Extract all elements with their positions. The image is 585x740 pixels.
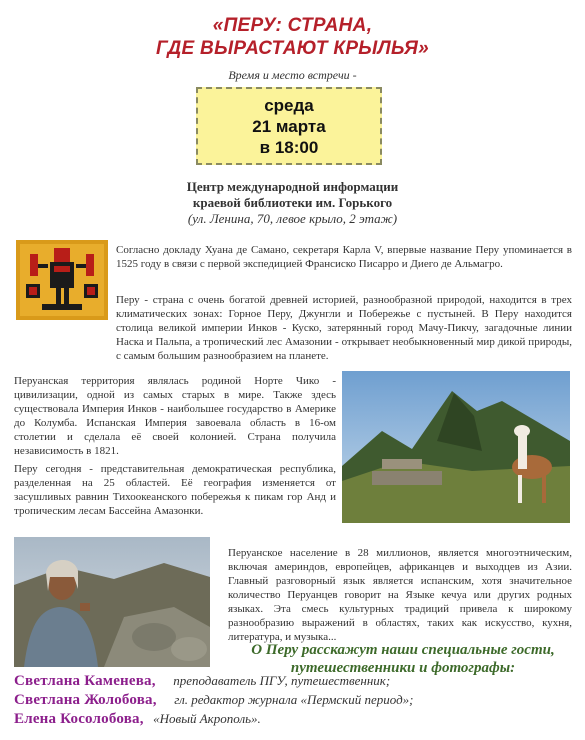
guest-name: Елена Косолобова, (14, 711, 144, 727)
guest-3 (14, 710, 574, 729)
guest-role: гл. редактор журнала «Пермский период»; (174, 692, 414, 707)
guest-role: преподаватель ПГУ, путешественник; (173, 673, 391, 688)
paragraph-3: Перуанская территория являлась родиной Норте Чико - цивилизации, одной из самых старых в мире. Также здесь существовала Империя Инков - наибольшее государство в Америке до Колумба. Испанская Империя завоевала область в 16-ом столетии и сделала её своей колонией. Страна получила независимость в 1821. (14, 375, 336, 457)
meeting-day: среда (264, 96, 314, 115)
guests-heading: О Перу расскажут наши специальные гости, путешественники и фотографы: (251, 642, 555, 676)
andean-woman-photo (14, 537, 210, 667)
venue-line-1: Центр международной информации (186, 179, 399, 194)
meeting-time: в 18:00 (259, 138, 319, 157)
machu-picchu-llama-photo (342, 371, 570, 523)
meeting-date: 21 марта (252, 117, 326, 136)
title-line-2: ГДЕ ВЫРАСТАЮТ КРЫЛЬЯ» (155, 38, 429, 59)
meeting-label: Время и место встречи - (228, 68, 357, 82)
venue-address: (ул. Ленина, 70, левое крыло, 2 этаж) (187, 211, 398, 226)
date-box (196, 87, 382, 165)
venue-line-2: краевой библиотеки им. Горького (192, 195, 393, 210)
guest-1 (14, 672, 574, 691)
paragraph-5: Перуанское население в 28 миллионов, является многоэтническим, включая америндов, европейцев, африканцев и выходцев из Азии. Главный разговорный язык является испанским, хотя значительное количество Перуанцев говорит на Языке кечуа или других родных языках. Эта смесь культурных традиций привела к широкому разнообразию выражений в областях, таких как искусство, кухня, литература, и музыка... (228, 547, 572, 643)
guest-role: «Новый Акрополь». (153, 711, 261, 726)
guest-name: Светлана Каменева, (14, 673, 156, 689)
paragraph-4: Перу сегодня - представительная демократическая республика, разделенная на 25 областей. Её география изменяется от засушливых равнин Тихоокеанского побережья к пикам гор Анд и тропическим лесам Бассейна Амазонки. (14, 463, 336, 517)
inca-emblem-image (16, 240, 108, 320)
guest-2 (14, 691, 574, 710)
venue (0, 179, 585, 227)
poster-title (0, 14, 585, 60)
guest-name: Светлана Жолобова, (14, 692, 157, 708)
title-line-1: «ПЕРУ: СТРАНА, (212, 15, 373, 36)
paragraph-2: Перу - страна с очень богатой древней историей, разнообразной природой, находится в трех климатических зонах: Горное Перу, Джунгли и Побережье с пустыней. В Перу находится столица великой империи Инков - Куско, затерянный город Мачу-Пикчу, загадочные линии Наска и Пальпа, а тропический лес Амазонии - открывает необыкновенный мир дикой природы, с самым большим разнообразием на планете. (116, 294, 572, 362)
paragraph-1: Согласно докладу Хуана де Самано, секретаря Карла V, впервые название Перу упоминается в 1525 году в связи с первой экспедицией Франсиско Писарро и Диего де Альмагро. (116, 244, 572, 270)
